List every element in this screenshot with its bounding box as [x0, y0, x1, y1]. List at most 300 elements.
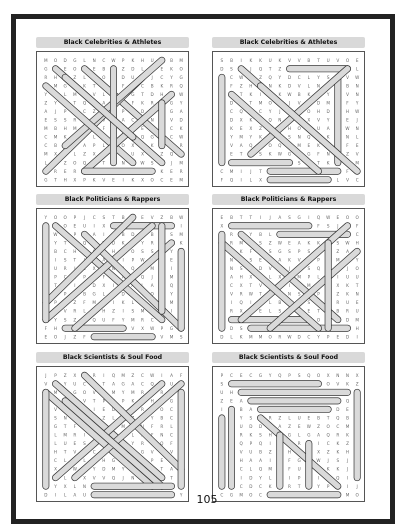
- grid-letter: V: [355, 151, 359, 157]
- grid-letter: E: [239, 372, 243, 378]
- grid-letter: U: [297, 466, 301, 472]
- grid-letter: G: [297, 458, 301, 464]
- grid-letter: Y: [170, 74, 173, 80]
- grid-letter: B: [239, 407, 243, 412]
- grid-letter: Z: [63, 160, 67, 166]
- grid-letter: S: [297, 291, 301, 297]
- grid-letter: K: [121, 300, 125, 306]
- grid-letter: I: [230, 300, 233, 306]
- grid-letter: C: [220, 492, 224, 498]
- grid-letter: P: [63, 109, 67, 115]
- grid-letter: C: [63, 274, 67, 280]
- grid-letter: O: [53, 214, 58, 220]
- grid-letter: Y: [170, 249, 173, 254]
- grid-letter: J: [170, 160, 173, 166]
- grid-letter: K: [249, 432, 253, 438]
- grid-letter: I: [122, 257, 124, 263]
- grid-letter: J: [250, 168, 252, 174]
- grid-letter: L: [307, 74, 311, 80]
- grid-letter: J: [288, 100, 291, 106]
- grid-letter: Q: [326, 432, 330, 438]
- grid-letter: Y: [259, 475, 262, 481]
- grid-letter: H: [150, 398, 154, 404]
- grid-letter: X: [54, 151, 57, 157]
- grid-letter: Z: [355, 381, 359, 387]
- grid-letter: X: [102, 223, 106, 229]
- grid-letter: U: [140, 424, 145, 430]
- grid-letter: H: [111, 249, 116, 254]
- grid-letter: E: [160, 458, 164, 464]
- grid-letter: P: [317, 291, 320, 297]
- grid-letter: R: [346, 308, 349, 314]
- grid-letter: L: [141, 66, 144, 72]
- grid-letter: X: [249, 126, 253, 132]
- grid-letter: B: [317, 415, 320, 421]
- grid-letter: W: [277, 151, 282, 157]
- grid-letter: D: [63, 57, 67, 63]
- grid-letter: I: [259, 214, 262, 220]
- grid-letter: V: [44, 381, 48, 387]
- grid-letter: H: [53, 74, 58, 80]
- grid-letter: S: [336, 240, 340, 246]
- grid-letter: D: [258, 424, 263, 430]
- grid-letter: S: [307, 300, 311, 306]
- grid-letter: N: [131, 475, 135, 481]
- grid-letter: Y: [355, 100, 359, 106]
- grid-letter: V: [73, 449, 77, 455]
- grid-letter: Q: [82, 240, 87, 246]
- grid-letter: H: [249, 83, 253, 89]
- grid-letter: I: [122, 308, 124, 314]
- grid-letter: L: [112, 415, 115, 421]
- grid-letter: S: [259, 240, 262, 246]
- grid-letter: M: [53, 389, 58, 395]
- grid-letter: T: [326, 415, 330, 421]
- grid-letter: W: [179, 92, 184, 97]
- grid-letter: Q: [82, 100, 87, 106]
- grid-letter: Y: [63, 381, 67, 387]
- grid-letter: L: [268, 308, 272, 314]
- grid-letter: L: [83, 308, 86, 314]
- grid-letter: Z: [92, 109, 96, 115]
- grid-letter: I: [83, 432, 86, 438]
- grid-letter: Q: [140, 134, 145, 140]
- grid-letter: I: [93, 407, 95, 412]
- grid-letter: Q: [111, 475, 116, 481]
- grid-letter: E: [355, 57, 359, 63]
- grid-letter: Z: [73, 300, 77, 306]
- grid-letter: P: [54, 274, 57, 280]
- grid-letter: Z: [259, 126, 262, 132]
- grid-letter: S: [220, 57, 224, 63]
- grid-letter: J: [151, 274, 153, 280]
- grid-letter: J: [346, 266, 349, 272]
- grid-letter: J: [279, 109, 281, 115]
- grid-letter: W: [179, 134, 184, 140]
- grid-letter: M: [111, 389, 116, 395]
- grid-letter: Z: [317, 424, 320, 430]
- grid-letter: S: [63, 317, 67, 323]
- grid-letter: L: [102, 143, 106, 149]
- grid-letter: F: [355, 223, 359, 229]
- grid-letter: L: [131, 300, 135, 306]
- grid-letter: B: [54, 249, 57, 254]
- grid-letter: Q: [229, 177, 234, 183]
- grid-letter: K: [160, 168, 164, 174]
- grid-letter: K: [230, 126, 233, 132]
- grid-letter: B: [230, 214, 233, 220]
- grid-letter: O: [297, 126, 301, 132]
- grid-letter: F: [220, 177, 224, 183]
- grid-letter: V: [239, 449, 243, 455]
- grid-letter: X: [141, 177, 144, 183]
- grid-letter: O: [249, 492, 253, 498]
- grid-letter: W: [326, 214, 331, 220]
- grid-letter: L: [73, 151, 77, 157]
- grid-letter: E: [259, 308, 262, 314]
- grid-letter: N: [82, 483, 87, 489]
- grid-letter: C: [131, 117, 135, 123]
- grid-letter: J: [327, 458, 329, 464]
- grid-letter: F: [83, 300, 86, 306]
- grid-letter: T: [297, 483, 301, 489]
- grid-letter: K: [288, 257, 291, 263]
- grid-letter: I: [356, 334, 358, 340]
- grid-letter: L: [268, 231, 272, 237]
- grid-letter: C: [160, 74, 164, 80]
- grid-letter: O: [53, 57, 58, 63]
- grid-letter: W: [355, 109, 360, 115]
- grid-letter: M: [179, 177, 183, 183]
- grid-letter: B: [54, 143, 57, 149]
- grid-letter: Z: [288, 424, 291, 430]
- grid-letter: N: [355, 291, 359, 297]
- grid-letter: S: [54, 415, 57, 421]
- grid-letter: I: [317, 441, 320, 447]
- grid-letter: E: [141, 214, 144, 220]
- grid-letter: A: [278, 257, 282, 263]
- grid-letter: V: [170, 117, 173, 123]
- grid-letter: K: [170, 66, 173, 72]
- grid-letter: O: [268, 334, 272, 340]
- grid-letter: O: [179, 66, 183, 72]
- grid-letter: Y: [141, 240, 144, 246]
- grid-letter: G: [169, 398, 174, 404]
- grid-letter: T: [141, 92, 144, 97]
- grid-letter: Y: [179, 492, 183, 498]
- grid-letter: Y: [249, 134, 253, 140]
- grid-letter: U: [268, 57, 272, 63]
- grid-letter: L: [230, 334, 233, 340]
- grid-letter: M: [326, 100, 330, 106]
- grid-letter: C: [44, 134, 48, 140]
- grid-letter: G: [229, 492, 234, 498]
- grid-letter: Z: [44, 100, 48, 106]
- grid-letter: A: [278, 424, 282, 430]
- word-search-grid: [36, 208, 189, 344]
- grid-letter: K: [326, 466, 330, 472]
- grid-letter: P: [83, 177, 86, 183]
- grid-letter: D: [220, 334, 224, 340]
- grid-letter: D: [229, 117, 234, 123]
- grid-letter: S: [288, 134, 291, 140]
- grid-letter: X: [141, 151, 144, 157]
- grid-letter: I: [337, 274, 339, 280]
- grid-letter: N: [287, 291, 292, 297]
- grid-letter: L: [54, 441, 57, 447]
- grid-letter: U: [316, 126, 321, 132]
- grid-letter: R: [239, 291, 243, 297]
- grid-letter: C: [83, 109, 86, 115]
- grid-letter: Q: [169, 151, 174, 157]
- grid-letter: Q: [268, 117, 272, 123]
- grid-letter: C: [160, 177, 164, 183]
- grid-letter: C: [230, 109, 233, 115]
- grid-letter: K: [259, 134, 262, 140]
- grid-letter: C: [141, 381, 144, 387]
- grid-letter: R: [160, 389, 164, 395]
- grid-letter: P: [297, 249, 301, 254]
- grid-letter: S: [220, 381, 224, 387]
- grid-letter: E: [44, 334, 48, 340]
- grid-letter: I: [317, 475, 320, 481]
- grid-letter: C: [92, 449, 96, 455]
- grid-letter: V: [288, 57, 291, 63]
- grid-letter: T: [170, 475, 173, 481]
- grid-letter: C: [220, 168, 224, 174]
- grid-letter: Y: [121, 389, 125, 395]
- grid-letter: N: [355, 126, 359, 132]
- grid-letter: L: [288, 415, 291, 421]
- grid-letter: Q: [336, 415, 340, 421]
- grid-letter: C: [230, 74, 233, 80]
- grid-letter: G: [73, 389, 77, 395]
- grid-letter: Y: [317, 74, 320, 80]
- grid-letter: F: [121, 83, 125, 89]
- grid-letter: S: [141, 249, 144, 254]
- grid-letter: V: [297, 83, 301, 89]
- grid-letter: I: [308, 214, 310, 220]
- grid-letter: C: [230, 283, 233, 289]
- grid-letter: P: [73, 231, 77, 237]
- grid-letter: B: [307, 57, 311, 63]
- grid-letter: B: [170, 214, 173, 220]
- grid-letter: H: [63, 177, 67, 183]
- grid-svg: [37, 52, 189, 187]
- grid-letter: I: [74, 266, 76, 272]
- grid-letter: N: [316, 83, 321, 89]
- grid-letter: L: [54, 432, 57, 438]
- grid-letter: L: [268, 274, 272, 280]
- grid-letter: R: [141, 317, 144, 323]
- grid-letter: P: [249, 441, 253, 447]
- grid-letter: V: [336, 57, 340, 63]
- grid-letter: N: [345, 372, 350, 378]
- grid-letter: J: [337, 223, 339, 229]
- grid-letter: K: [346, 291, 349, 297]
- grid-letter: I: [170, 266, 173, 272]
- grid-letter: M: [73, 126, 77, 132]
- grid-letter: M: [239, 240, 243, 246]
- grid-letter: R: [150, 240, 154, 246]
- grid-letter: M: [131, 389, 135, 395]
- grid-letter: K: [239, 334, 243, 340]
- grid-letter: O: [131, 249, 135, 254]
- grid-letter: C: [230, 372, 233, 378]
- grid-letter: F: [112, 317, 115, 323]
- grid-letter: E: [259, 257, 262, 263]
- grid-letter: A: [92, 231, 96, 237]
- grid-letter: K: [63, 134, 67, 140]
- grid-letter: V: [150, 449, 154, 455]
- grid-letter: V: [131, 325, 135, 331]
- grid-letter: T: [239, 214, 243, 220]
- grid-letter: K: [346, 283, 349, 289]
- grid-letter: B: [170, 57, 173, 63]
- grid-letter: F: [131, 100, 135, 106]
- grid-letter: B: [150, 231, 154, 237]
- grid-letter: G: [53, 424, 58, 430]
- grid-letter: U: [82, 492, 87, 498]
- grid-letter: Q: [92, 317, 96, 323]
- grid-letter: P: [326, 334, 330, 340]
- grid-letter: A: [326, 126, 330, 132]
- grid-letter: O: [326, 381, 330, 387]
- grid-letter: V: [346, 177, 349, 183]
- grid-letter: D: [220, 66, 224, 72]
- grid-letter: G: [287, 151, 292, 157]
- grid-letter: U: [326, 57, 330, 63]
- grid-letter: L: [102, 291, 106, 297]
- grid-letter: N: [111, 266, 116, 272]
- grid-letter: Q: [278, 372, 282, 378]
- grid-letter: F: [346, 168, 349, 174]
- grid-letter: K: [346, 432, 349, 438]
- grid-letter: P: [121, 109, 125, 115]
- grid-letter: Y: [121, 466, 125, 472]
- grid-letter: D: [249, 424, 253, 430]
- grid-letter: Z: [121, 66, 125, 72]
- grid-letter: N: [229, 257, 234, 263]
- grid-letter: G: [92, 291, 96, 297]
- grid-letter: Y: [268, 372, 272, 378]
- grid-letter: H: [345, 109, 350, 115]
- grid-letter: K: [92, 177, 96, 183]
- grid-letter: V: [92, 92, 96, 97]
- grid-letter: A: [239, 398, 243, 404]
- grid-svg: [213, 209, 365, 344]
- grid-letter: S: [307, 266, 311, 272]
- grid-letter: K: [336, 441, 340, 447]
- grid-letter: G: [63, 83, 67, 89]
- grid-letter: M: [53, 83, 58, 89]
- grid-letter: M: [229, 168, 234, 174]
- grid-letter: J: [356, 483, 358, 489]
- grid-letter: I: [221, 407, 223, 412]
- grid-letter: C: [259, 109, 262, 115]
- grid-letter: K: [336, 449, 340, 455]
- grid-letter: M: [355, 317, 359, 323]
- grid-letter: X: [278, 274, 282, 280]
- grid-letter: L: [170, 424, 173, 430]
- grid-letter: F: [83, 334, 86, 340]
- word-search-grid: [212, 366, 365, 502]
- grid-letter: C: [92, 214, 96, 220]
- grid-letter: N: [268, 83, 272, 89]
- grid-letter: W: [306, 424, 311, 430]
- grid-letter: E: [170, 257, 173, 263]
- grid-letter: D: [150, 92, 154, 97]
- grid-letter: J: [250, 66, 252, 72]
- grid-letter: P: [297, 475, 301, 481]
- grid-letter: E: [288, 240, 291, 246]
- grid-letter: Y: [54, 317, 57, 323]
- grid-letter: L: [44, 160, 48, 166]
- grid-letter: Y: [326, 117, 330, 123]
- grid-letter: W: [277, 240, 282, 246]
- grid-letter: K: [317, 240, 320, 246]
- grid-letter: C: [239, 483, 243, 489]
- grid-letter: I: [240, 168, 242, 174]
- grid-letter: H: [53, 325, 58, 331]
- grid-letter: E: [307, 415, 311, 421]
- grid-letter: D: [121, 291, 125, 297]
- grid-letter: Y: [121, 317, 125, 323]
- grid-letter: C: [102, 57, 106, 63]
- grid-letter: E: [336, 334, 340, 340]
- grid-letter: O: [150, 291, 154, 297]
- grid-letter: C: [170, 134, 173, 140]
- grid-letter: S: [131, 308, 135, 314]
- grid-letter: E: [230, 398, 233, 404]
- grid-letter: R: [150, 100, 154, 106]
- grid-letter: O: [326, 424, 330, 430]
- grid-letter: O: [355, 214, 359, 220]
- grid-letter: P: [102, 398, 106, 404]
- grid-letter: F: [317, 151, 320, 157]
- grid-letter: L: [83, 74, 86, 80]
- grid-letter: C: [249, 372, 253, 378]
- grid-letter: G: [307, 432, 311, 438]
- grid-letter: I: [112, 300, 115, 306]
- grid-letter: S: [326, 223, 330, 229]
- grid-letter: K: [249, 92, 253, 97]
- grid-letter: R: [141, 389, 144, 395]
- grid-letter: U: [345, 300, 350, 306]
- grid-letter: N: [229, 266, 234, 272]
- grid-letter: Z: [73, 317, 77, 323]
- grid-letter: H: [239, 458, 243, 464]
- grid-letter: F: [102, 126, 106, 132]
- grid-letter: M: [131, 317, 135, 323]
- grid-letter: E: [307, 308, 311, 314]
- grid-letter: E: [63, 66, 67, 72]
- grid-letter: X: [83, 475, 86, 481]
- grid-letter: A: [150, 283, 154, 289]
- grid-letter: R: [73, 168, 77, 174]
- grid-letter: C: [44, 143, 48, 149]
- grid-letter: N: [121, 160, 125, 166]
- grid-letter: D: [111, 407, 116, 412]
- grid-letter: Q: [258, 441, 263, 447]
- grid-letter: B: [336, 308, 340, 314]
- grid-letter: B: [346, 83, 349, 89]
- grid-letter: M: [179, 160, 183, 166]
- grid-letter: I: [161, 372, 163, 378]
- grid-letter: M: [268, 466, 272, 472]
- grid-letter: T: [54, 283, 57, 289]
- grid-letter: N: [150, 117, 154, 123]
